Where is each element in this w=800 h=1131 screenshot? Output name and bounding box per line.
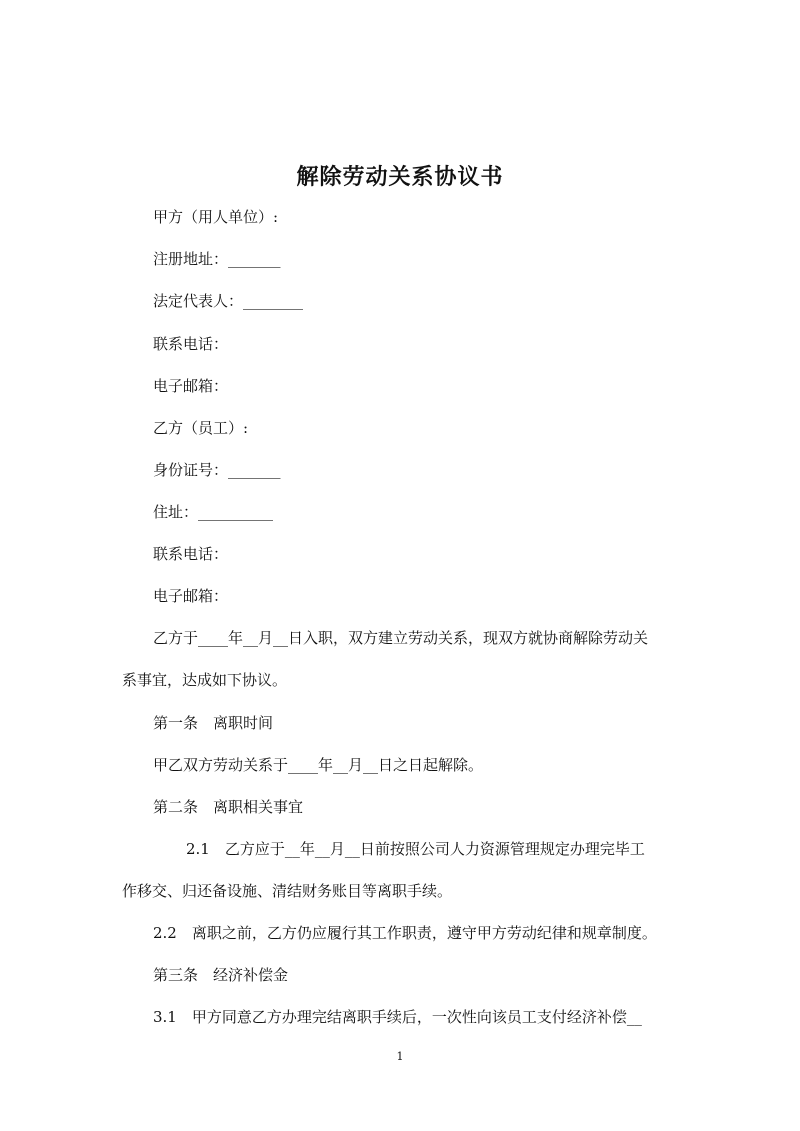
party-b-email: 电子邮箱： (153, 587, 229, 605)
article-2-heading: 第二条 离职相关事宜 (153, 798, 304, 816)
party-b-phone: 联系电话： (153, 545, 229, 563)
party-a-label: 甲方（用人单位）: (153, 208, 279, 226)
article-1-heading: 第一条 离职时间 (153, 714, 274, 732)
page-number: 1 (396, 1050, 404, 1063)
party-b-label: 乙方（员工）: (153, 419, 249, 437)
party-a-phone: 联系电话： (153, 335, 229, 353)
party-a-address: 注册地址：_______ (153, 250, 281, 268)
intro-line-2: 系事宜，达成如下协议。 (122, 671, 288, 689)
document-title: 解除劳动关系协议书 (296, 165, 504, 190)
article-2-clause-2: 2.2 离职之前，乙方仍应履行其工作职责，遵守甲方劳动纪律和规章制度。 (153, 924, 657, 942)
party-a-email: 电子邮箱： (153, 377, 229, 395)
party-b-id-number: 身份证号：_______ (153, 461, 281, 479)
intro-line-1: 乙方于____年__月__日入职，双方建立劳动关系，现双方就协商解除劳动关 (153, 629, 649, 647)
article-2-clause-1-line-2: 作移交、归还备设施、清结财务账目等离职手续。 (122, 882, 453, 900)
article-1-text: 甲乙双方劳动关系于____年__月__日之日起解除。 (153, 756, 484, 774)
article-3-heading: 第三条 经济补偿金 (153, 966, 289, 984)
article-3-clause-1: 3.1 甲方同意乙方办理完结离职手续后，一次性向该员工支付经济补偿__ (153, 1008, 642, 1026)
party-a-legal-rep: 法定代表人：________ (153, 292, 304, 310)
party-b-address: 住址：__________ (153, 503, 274, 521)
article-2-clause-1-line-1: 2.1 乙方应于__年__月__日前按照公司人力资源管理规定办理完毕工 (186, 840, 645, 858)
